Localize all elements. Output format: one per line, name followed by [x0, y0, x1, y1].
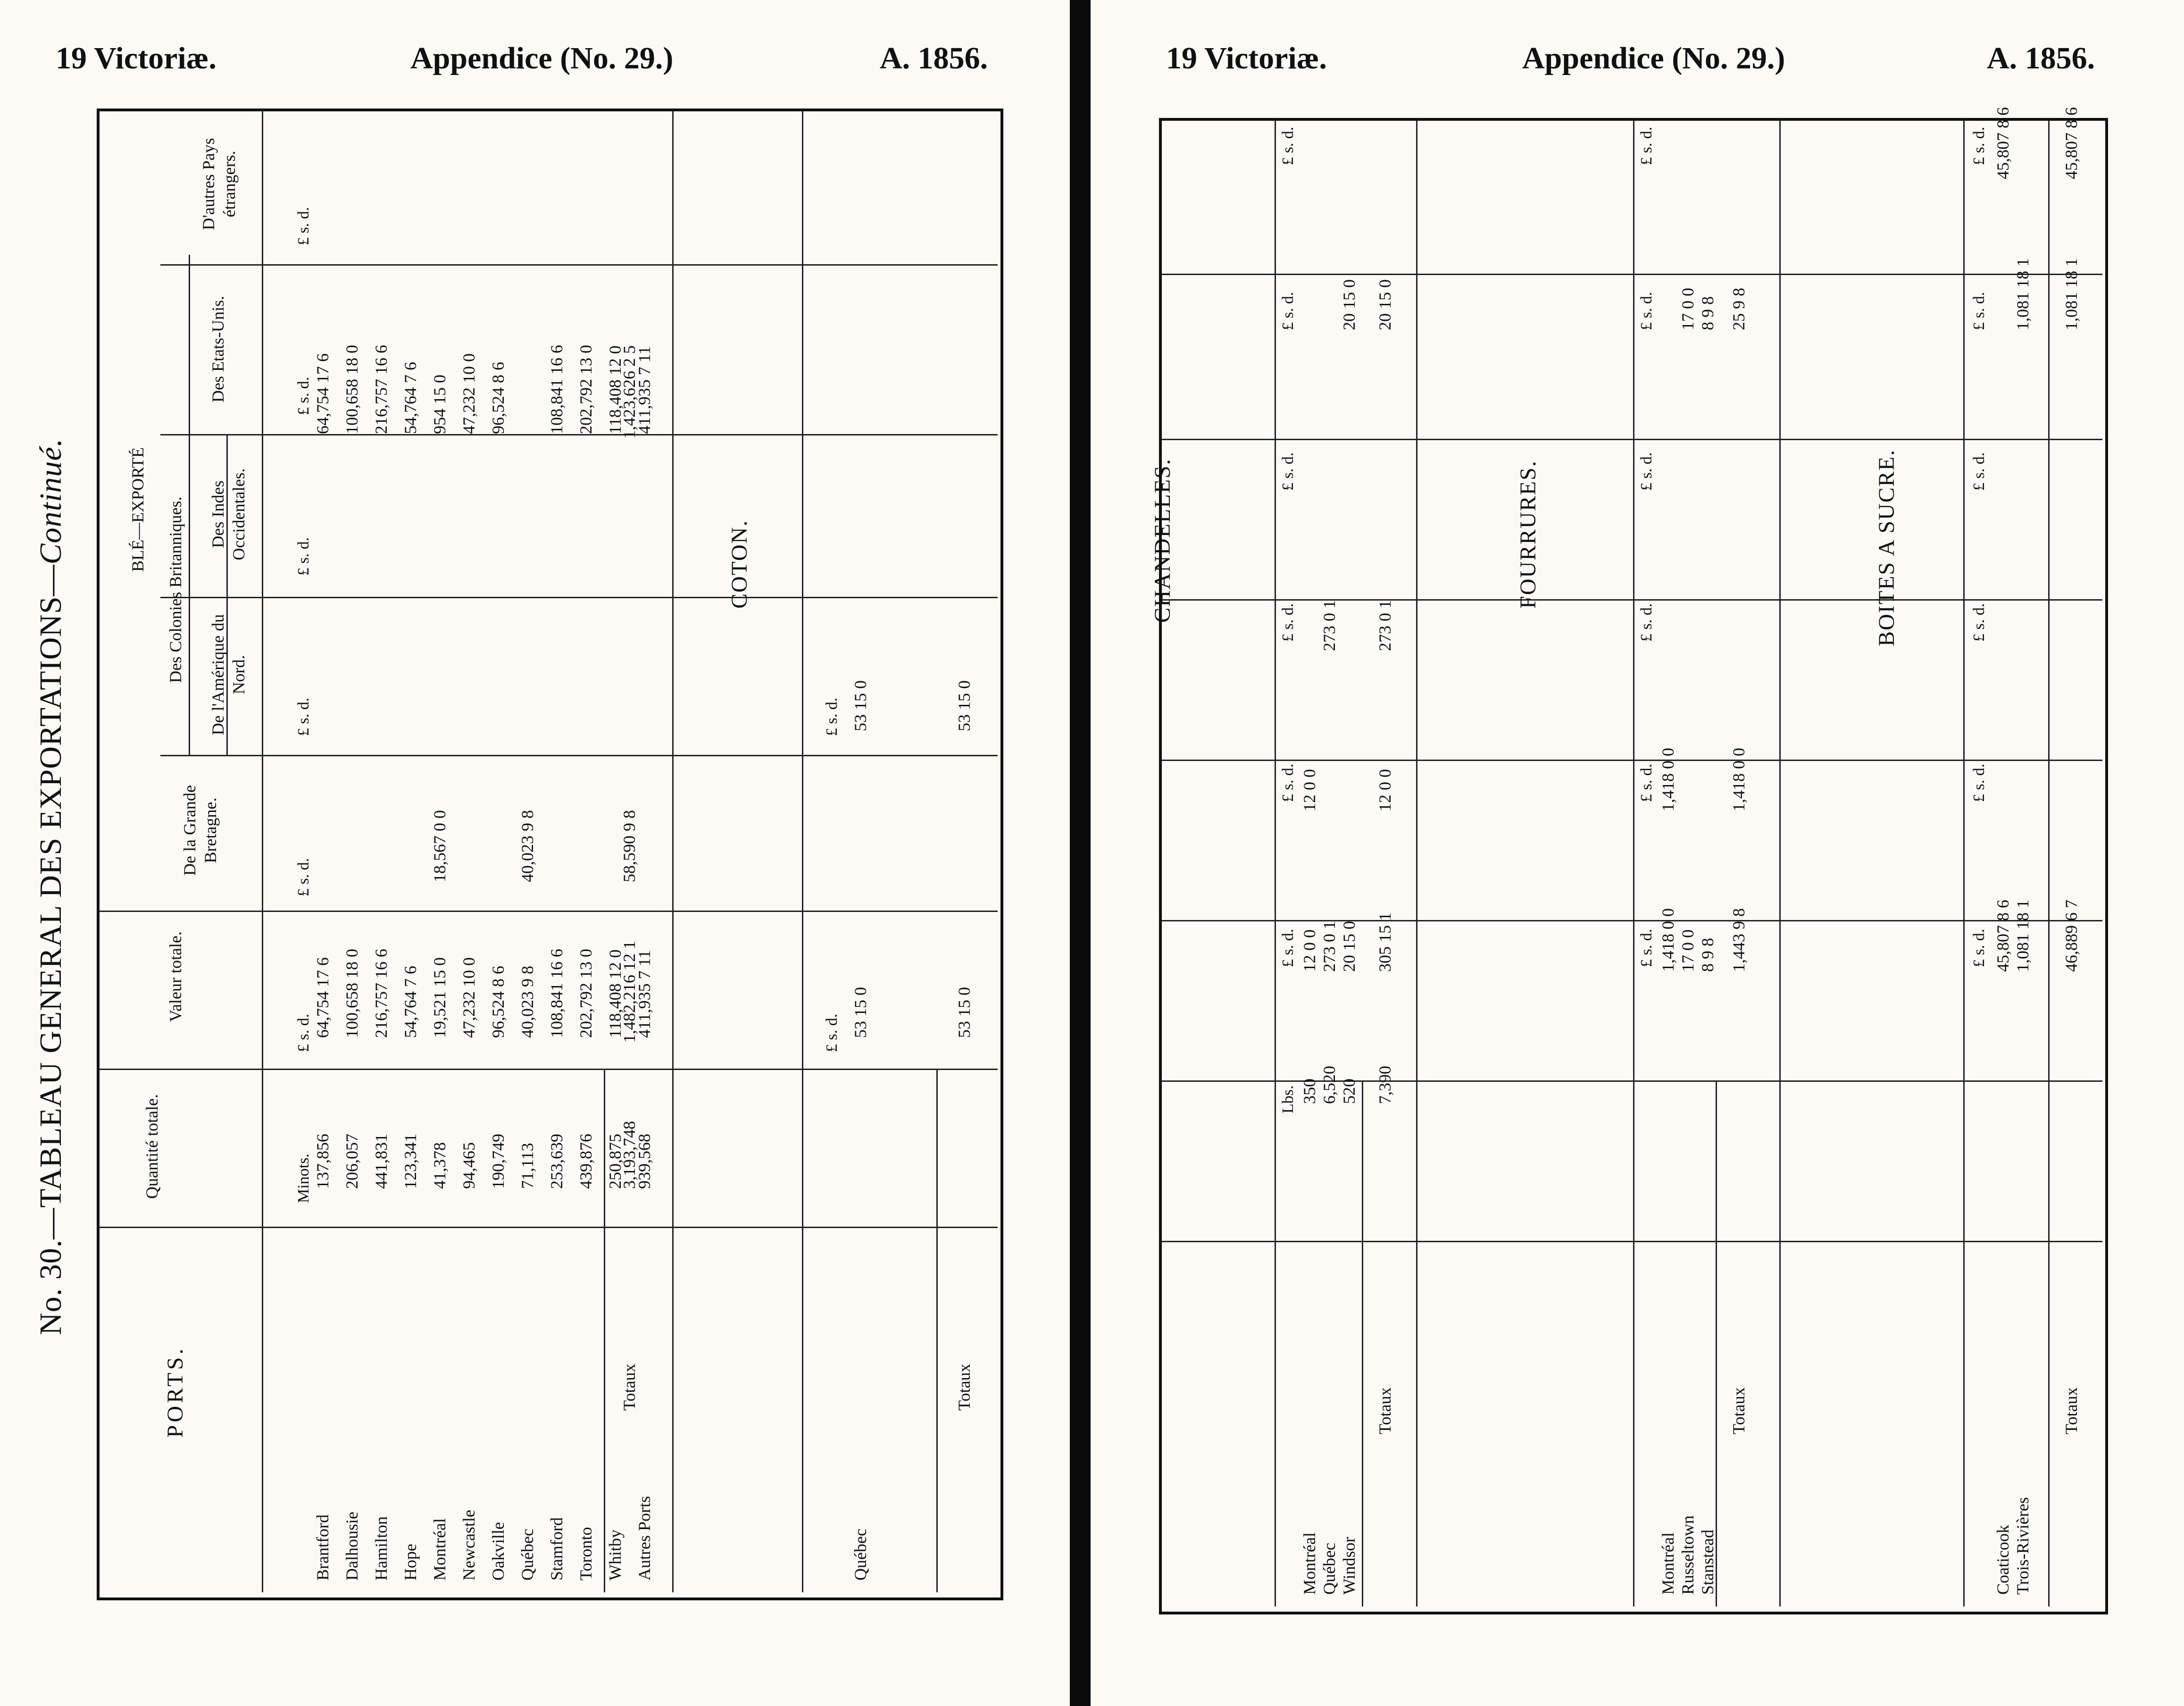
unit-autres: £ s. d.: [295, 207, 312, 245]
coton-val: 53 15 0: [851, 987, 870, 1038]
col-valeur: Valeur totale.: [166, 931, 185, 1022]
col-group-ble: BLÉ—EXPORTÉ: [128, 447, 147, 572]
ble-qty: 94,465: [459, 1142, 478, 1189]
ble-us: 202,792 13 0: [576, 345, 595, 434]
header-year: A. 1856.: [880, 41, 988, 75]
ble-val: 64,754 17 6: [313, 957, 332, 1038]
boites-val: 45,807 8 6: [1993, 900, 2012, 972]
ble-qty: 253,639: [547, 1134, 566, 1189]
chandelles-qty: 350: [1300, 1079, 1319, 1104]
ble-us: 954 15 0: [430, 375, 449, 434]
ble-qty: 190,749: [489, 1134, 508, 1189]
ble-port: Hamilton: [372, 1516, 391, 1581]
boites-us: 1,081 18 1: [2013, 258, 2032, 330]
chandelles-unit-na: £ s. d.: [1279, 603, 1297, 642]
unit-minots: Minots.: [295, 1154, 312, 1203]
chandelles-val: 12 0 0: [1300, 929, 1319, 972]
unit-na: £ s. d.: [295, 697, 312, 736]
unit-ind: £ s. d.: [295, 537, 312, 576]
ble-val: 54,764 7 6: [401, 966, 420, 1038]
chandelles-totals-na: 273 0 1: [1375, 600, 1394, 651]
unit-gb: £ s. d.: [295, 858, 312, 896]
ble-totals-gb: 58,590 9 8: [620, 810, 639, 882]
header-sub-divider: [189, 255, 190, 755]
fourrures-unit-na: £ s. d.: [1638, 603, 1655, 642]
boites-totals-autres: 45,807 8 6: [2062, 107, 2081, 179]
ble-val: 100,658 18 0: [342, 949, 361, 1038]
fourrures-totals-val: 1,443 9 8: [1729, 908, 1748, 972]
col-amerique: De l'Amérique du Nord.: [208, 614, 248, 736]
coton-totals-label: Totaux: [955, 1363, 974, 1411]
title-main: No. 30.—TABLEAU GENERAL DES EXPORTATIONS—: [33, 564, 68, 1335]
ble-totals-label: Totaux: [620, 1363, 639, 1411]
ble-val: 202,792 13 0: [576, 949, 595, 1038]
col-quantite: Quantité totale.: [142, 1094, 161, 1199]
ble-port: Brantford: [313, 1514, 332, 1581]
ble-qty: 123,341: [401, 1134, 420, 1189]
chandelles-totals-label: Totaux: [1375, 1387, 1394, 1434]
ble-port: Hope: [401, 1544, 420, 1581]
fourrures-unit-gb: £ s. d.: [1638, 763, 1655, 802]
fourrures-val: 8 9 8: [1698, 938, 1717, 972]
fourrures-port: Stanstead: [1698, 1530, 1717, 1595]
fourrures-port: Russeltown: [1678, 1515, 1697, 1595]
col-indes: Des Indes Occidentales.: [208, 468, 248, 560]
section-coton-title: COTON.: [727, 519, 752, 609]
boites-autres: 45,807 8 6: [1993, 107, 2012, 179]
ble-port: Oakville: [489, 1522, 508, 1581]
coton-port: Québec: [851, 1529, 870, 1581]
ble-val: 216,757 16 6: [372, 949, 391, 1038]
table-title: [33, 0, 69, 1335]
ble-port: Newcastle: [459, 1510, 478, 1581]
col-colonies: Des Colonies Britanniques.: [166, 496, 185, 683]
ble-val: 40,023 9 8: [518, 966, 537, 1038]
fourrures-totals-us: 25 9 8: [1729, 288, 1748, 330]
ble-us: 54,764 7 6: [401, 362, 420, 434]
r-divider-1: [1275, 120, 1276, 1606]
ble-port: Stamford: [547, 1517, 566, 1581]
chandelles-val: 273 0 1: [1320, 921, 1339, 972]
boites-totals: [2055, 107, 2184, 1595]
chandelles-unit-gb: £ s. d.: [1279, 763, 1297, 802]
coton-totals-na: 53 15 0: [955, 680, 974, 731]
ble-qty: 939,568: [635, 1134, 654, 1189]
ble-qty: 439,876: [576, 1134, 595, 1189]
boites-totals-label: Totaux: [2062, 1387, 2081, 1434]
ble-qty: 41,378: [430, 1142, 449, 1189]
chandelles-us: 20 15 0: [1340, 279, 1359, 330]
fourrures-us: 17 0 0: [1678, 288, 1697, 330]
ble-qty: 206,057: [342, 1134, 361, 1189]
ble-us: 47,232 10 0: [459, 353, 478, 434]
chandelles-totals-us: 20 15 0: [1375, 279, 1394, 330]
ble-port: Montréal: [430, 1518, 449, 1581]
boites-unit-autres: £ s. d.: [1970, 126, 1988, 165]
ble-gb: 40,023 9 8: [518, 810, 537, 882]
ble-val: 96,524 8 6: [489, 966, 508, 1038]
ble-qty: 137,856: [313, 1134, 332, 1189]
fourrures-val: 17 0 0: [1678, 929, 1697, 972]
ble-port: Whitby: [606, 1530, 625, 1581]
chandelles-qty: 520: [1340, 1079, 1359, 1104]
ble-us: 64,754 17 6: [313, 353, 332, 434]
ble-val: 19,521 15 0: [430, 957, 449, 1038]
chandelles-na: 273 0 1: [1320, 600, 1339, 651]
left-page: [0, 0, 1070, 1706]
ble-port: Autres Ports: [635, 1496, 654, 1581]
fourrures-totals-gb: 1,418 0 0: [1729, 748, 1748, 811]
unit-us: £ s. d.: [295, 376, 312, 415]
page-gutter: [1070, 0, 1091, 1706]
chandelles-unit-autres: £ s. d.: [1279, 126, 1297, 165]
header-appendix: Appendice (No. 29.): [410, 41, 674, 75]
boites-unit-us: £ s. d.: [1970, 292, 1988, 330]
boites-totals-val: 46,889 6 7: [2062, 900, 2081, 972]
col-ports: PORTS.: [163, 1346, 188, 1438]
chandelles-totals-gb: 12 0 0: [1375, 769, 1394, 811]
chandelles-port: Québec: [1320, 1543, 1339, 1595]
ble-qty: 250,875: [606, 1134, 625, 1189]
fourrures-val: 1,418 0 0: [1659, 908, 1677, 972]
boites-val: 1,081 18 1: [2013, 900, 2032, 972]
fourrures-totals-label: Totaux: [1729, 1387, 1748, 1434]
fourrures-gb: 1,418 0 0: [1659, 748, 1677, 811]
unit-val: £ s. d.: [295, 1013, 312, 1052]
ble-val: 118,408 12 0: [606, 949, 625, 1038]
title-continued: Continué.: [33, 438, 68, 565]
boites-unit-gb: £ s. d.: [1970, 763, 1988, 802]
fourrures-unit-us: £ s. d.: [1638, 292, 1655, 330]
ble-port: Toronto: [576, 1527, 595, 1581]
chandelles-unit-val: £ s. d.: [1279, 928, 1297, 967]
col-grande-bretagne: De la Grande Bretagne.: [180, 785, 220, 876]
ble-us: 100,658 18 0: [342, 345, 361, 434]
ble-us: 108,841 16 6: [547, 345, 566, 434]
ble-totals-val: 1,482,216 12 1: [620, 941, 639, 1043]
ble-qty: 71,113: [518, 1143, 537, 1189]
boites-port: Coaticook: [1993, 1525, 2012, 1595]
boites-totals-us: 1,081 18 1: [2062, 258, 2081, 330]
fourrures-unit-val: £ s. d.: [1638, 928, 1655, 967]
header-regnal-year: 19 Victoriæ.: [56, 41, 217, 75]
boites-unit-na: £ s. d.: [1970, 603, 1988, 642]
ble-qty: 441,831: [372, 1134, 391, 1189]
section-fourrures-title: FOURRURES.: [1516, 460, 1541, 609]
chandelles-qty: 6,520: [1320, 1066, 1339, 1104]
coton-unit-na: £ s. d.: [823, 697, 841, 736]
ble-us: 96,524 8 6: [489, 362, 508, 434]
ble-gb: 18,567 0 0: [430, 810, 449, 882]
ble-val: 411,935 7 11: [635, 950, 654, 1038]
fourrures-unit-ind: £ s. d.: [1638, 452, 1655, 491]
ble-us: 216,757 16 6: [372, 345, 391, 434]
chandelles-unit-ind: £ s. d.: [1279, 452, 1297, 491]
col-etats-unis: Des Etats-Unis.: [208, 296, 227, 402]
ble-port: Dalhousie: [342, 1512, 361, 1581]
ble-us: 118,408 12 0: [606, 345, 625, 434]
chandelles-unit-us: £ s. d.: [1279, 292, 1297, 330]
ble-port: Québec: [518, 1529, 537, 1581]
header-year-right: A. 1856.: [1987, 41, 2095, 75]
header-divider: [262, 111, 263, 1592]
chandelles-val: 20 15 0: [1340, 921, 1359, 972]
boites-unit-ind: £ s. d.: [1970, 452, 1988, 491]
boites-unit-val: £ s. d.: [1970, 928, 1988, 967]
fourrures-us: 8 9 8: [1698, 296, 1717, 330]
section-chandelles-title: CHANDELLES.: [1150, 458, 1175, 623]
fourrures-port: Montréal: [1659, 1532, 1677, 1595]
chandelles-port: Montréal: [1300, 1532, 1319, 1595]
coton-totals-val: 53 15 0: [955, 987, 974, 1038]
coton-unit-val: £ s. d.: [823, 1013, 841, 1052]
ble-val: 47,232 10 0: [459, 957, 478, 1038]
section-boites-title: BOITES A SUCRE.: [1874, 449, 1899, 646]
ble-val: 108,841 16 6: [547, 949, 566, 1038]
header-appendix-right: Appendice (No. 29.): [1522, 41, 1785, 75]
header-regnal-year-right: 19 Victoriæ.: [1166, 41, 1327, 75]
chandelles-totals-qty: 7,390: [1375, 1066, 1394, 1104]
ble-totals-qty: 3,193,748: [620, 1121, 639, 1189]
boites-port: Trois-Rivières: [2013, 1497, 2032, 1595]
chandelles-port: Windsor: [1340, 1537, 1359, 1595]
fourrures-unit-autres: £ s. d.: [1638, 126, 1655, 165]
col-autres: D'autres Pays étrangers.: [199, 138, 239, 230]
ble-us: 411,935 7 11: [635, 346, 654, 434]
chandelles-gb: 12 0 0: [1300, 769, 1319, 811]
ble-totals-us: 1,423,626 2 5: [620, 345, 639, 439]
chandelles-unit-lbs: Lbs.: [1279, 1085, 1297, 1113]
coton-na: 53 15 0: [851, 680, 870, 731]
chandelles-totals-val: 305 15 1: [1375, 912, 1394, 972]
right-page: [1091, 0, 2184, 1706]
